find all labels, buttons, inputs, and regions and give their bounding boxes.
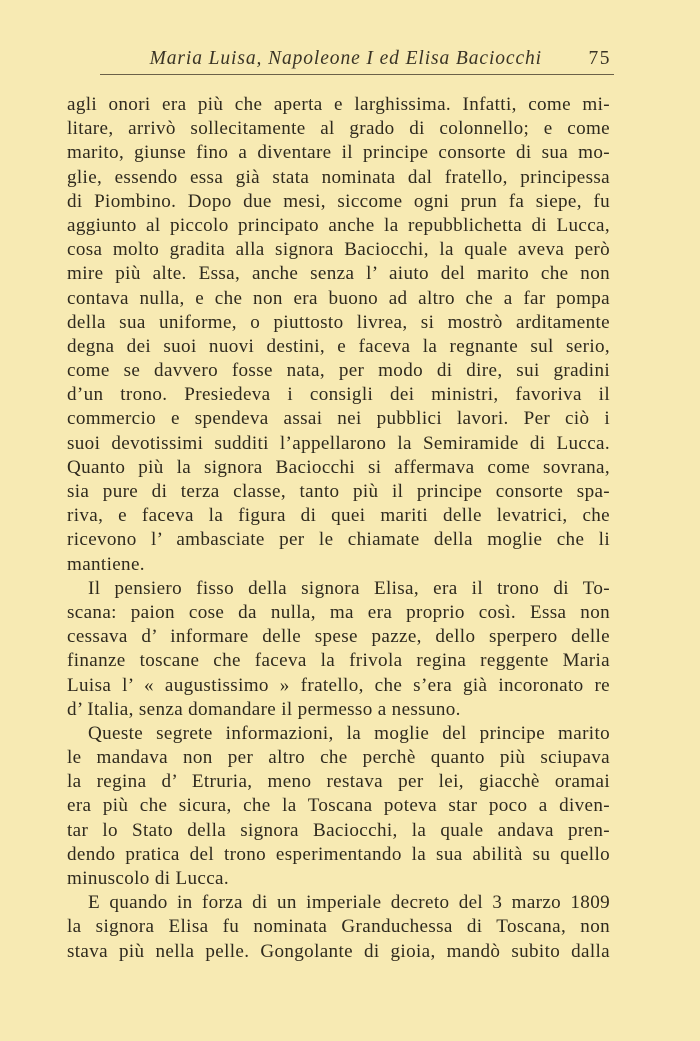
running-title: Maria Luisa, Napoleone I ed Elisa Baciocchi bbox=[149, 48, 542, 69]
text-line: glie, essendo essa già stata nominata dal fratello, principessa bbox=[67, 166, 610, 188]
text-line: le mandava non per altro che perchè quanto più sciupava bbox=[67, 747, 610, 769]
text-line: riva, e faceva la figura di quei mariti delle levatrici, che bbox=[67, 505, 610, 527]
text-line: tar lo Stato della signora Baciocchi, la quale andava pren- bbox=[67, 819, 610, 841]
text-line: Il pensiero fisso della signora Elisa, era il trono di To- bbox=[88, 577, 610, 599]
paragraph bbox=[67, 577, 610, 722]
body-text bbox=[67, 93, 610, 964]
text-line: commercio e spendeva assai nei pubblici lavori. Per ciò i bbox=[67, 408, 610, 430]
text-line: d’ Italia, senza domandare il permesso a nessuno. bbox=[67, 698, 461, 720]
text-line: sia pure di terza classe, tanto più il principe consorte spa- bbox=[67, 481, 610, 502]
text-line: dendo pratica del trono esperimentando la sua abilità su quello bbox=[67, 843, 610, 865]
text-line: Luisa l’ « augustissimo » fratello, che s’era già incoronato re bbox=[67, 674, 610, 696]
text-line: d’un trono. Presiedeva i consigli dei ministri, favoriva il bbox=[67, 384, 610, 406]
text-line: contava nulla, e che non era buono ad altro che a far pompa bbox=[67, 287, 610, 309]
text-line: marito, giunse fino a diventare il principe consorte di sua mo- bbox=[67, 142, 610, 164]
paragraph bbox=[67, 722, 610, 891]
text-line: E quando in forza di un imperiale decreto del 3 marzo 1809 bbox=[88, 892, 610, 914]
text-line: mantiene. bbox=[67, 553, 145, 575]
header-rule bbox=[100, 74, 614, 75]
text-line: ricevono l’ ambasciate per le chiamate della moglie che li bbox=[67, 529, 610, 551]
text-line: Queste segrete informazioni, la moglie del principe marito bbox=[88, 722, 610, 744]
text-line: era più che sicura, che la Toscana poteva star poco a diven- bbox=[67, 795, 610, 817]
text-line: suoi devotissimi sudditi l’appellarono la Semiramide di Lucca. bbox=[67, 432, 610, 454]
text-line: agli onori era più che aperta e larghissima. Infatti, come mi- bbox=[67, 94, 610, 115]
text-line: degna dei suoi nuovi destini, e faceva la regnante sul serio, bbox=[67, 335, 610, 357]
text-line: cosa molto gradita alla signora Baciocchi, la quale aveva però bbox=[67, 239, 610, 261]
text-line: della sua uniforme, o piuttosto livrea, si mostrò arditamente bbox=[67, 311, 610, 333]
text-line: come se davvero fosse nata, per modo di dire, sui gradini bbox=[67, 360, 610, 382]
text-line: minuscolo di Lucca. bbox=[67, 868, 230, 889]
paragraph bbox=[67, 93, 610, 577]
text-line: di Piombino. Dopo due mesi, siccome ogni prun fa siepe, fu bbox=[67, 190, 610, 212]
text-line: scana: paion cose da nulla, ma era proprio così. Essa non bbox=[67, 601, 610, 623]
text-line: finanze toscane che faceva la frivola regina reggente Maria bbox=[67, 650, 610, 672]
paragraph bbox=[67, 891, 610, 964]
text-line: mire più alte. Essa, anche senza l’ aiuto del marito che non bbox=[67, 263, 610, 285]
text-line: aggiunto al piccolo principato anche la repubblichetta di Lucca, bbox=[67, 214, 610, 236]
text-line: litare, arrivò sollecitamente al grado di colonnello; e come bbox=[67, 118, 610, 140]
text-line: stava più nella pelle. Gongolante di gioia, mandò subito dalla bbox=[67, 940, 610, 962]
text-line: la signora Elisa fu nominata Granduchessa di Toscana, non bbox=[67, 916, 610, 938]
text-line: la regina d’ Etruria, meno restava per lei, giacchè oramai bbox=[67, 771, 610, 793]
text-line: Quanto più la signora Baciocchi si affermava come sovrana, bbox=[67, 456, 610, 478]
page-number: 75 bbox=[588, 48, 611, 69]
text-line: cessava d’ informare delle spese pazze, dello sperpero delle bbox=[67, 626, 610, 648]
